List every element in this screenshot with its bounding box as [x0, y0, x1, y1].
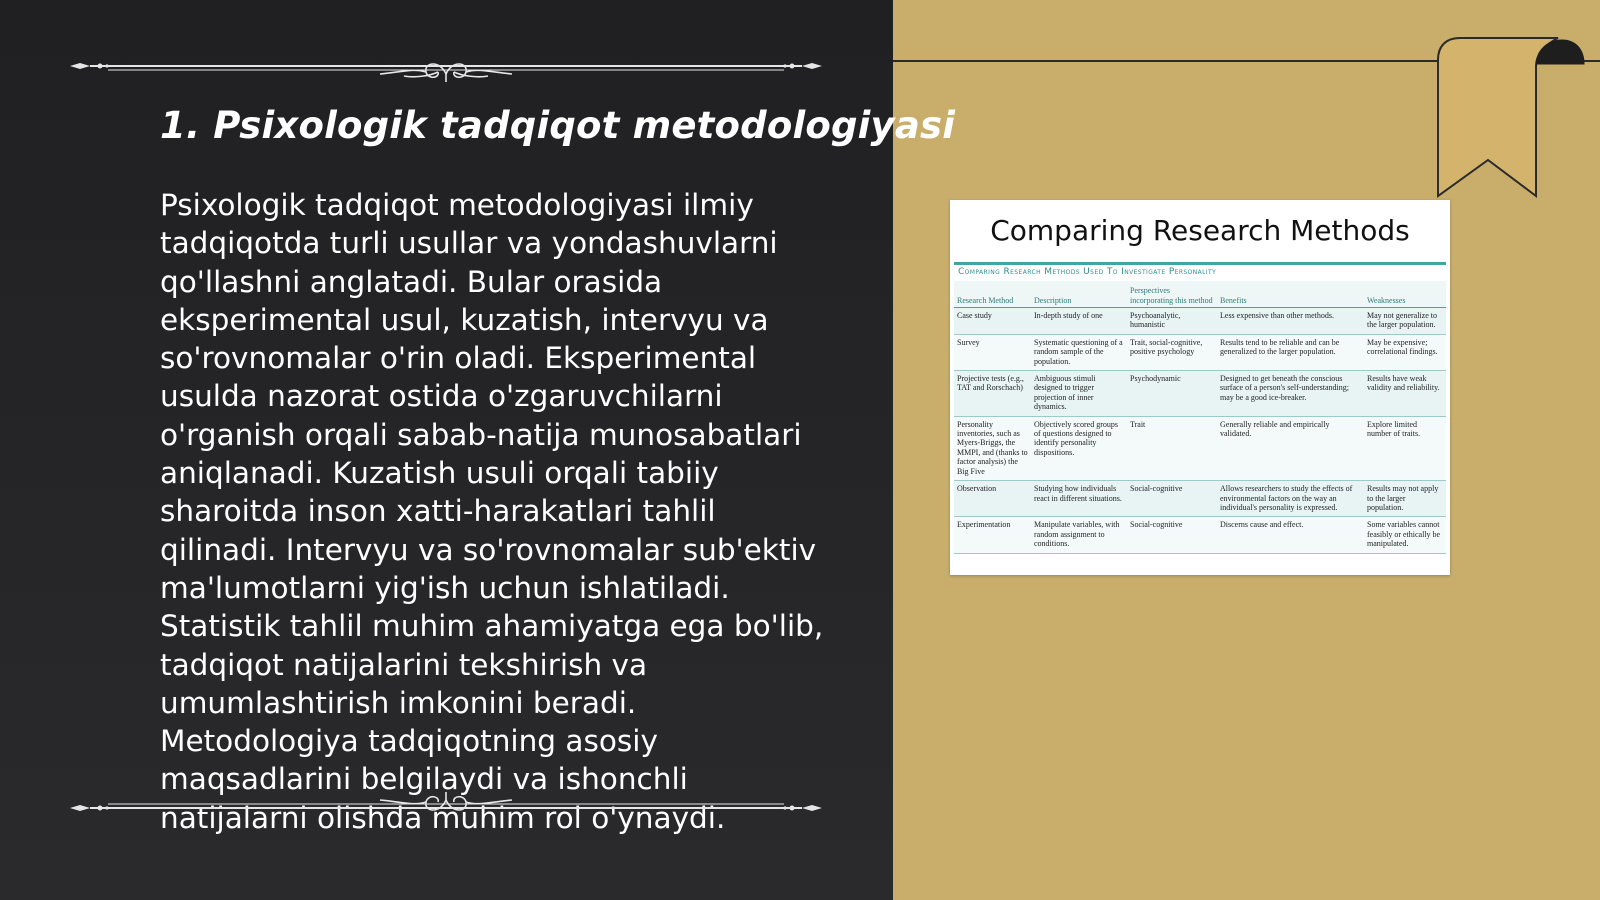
research-methods-table [954, 281, 1446, 554]
table-cell: Systematic questioning of a random sample of the population. [1031, 334, 1127, 370]
ornament-bottom [68, 792, 824, 826]
table-cell: Psychodynamic [1127, 371, 1217, 417]
table-cell: In-depth study of one [1031, 308, 1127, 335]
table-cell: Ambiguous stimuli designed to trigger projection of inner dynamics. [1031, 371, 1127, 417]
table-cell: Social-cognitive [1127, 481, 1217, 517]
table-header-row [954, 281, 1446, 308]
image-subtitle: Comparing Research Methods Used To Investigate Personality [958, 267, 1217, 277]
table-cell: Results may not apply to the larger population. [1364, 481, 1446, 517]
table-cell: Trait [1127, 416, 1217, 480]
table-cell: Objectively scored groups of questions designed to identify personality dispositions. [1031, 416, 1127, 480]
table-cell: May be expensive; correlational findings. [1364, 334, 1446, 370]
table-cell: Discerns cause and effect. [1217, 517, 1364, 553]
table-cell: Explore limited number of traits. [1364, 416, 1446, 480]
table-cell: May not generalize to the larger population. [1364, 308, 1446, 335]
research-methods-image [950, 200, 1450, 575]
table-row [954, 371, 1446, 417]
table-cell: Manipulate variables, with random assignment to conditions. [1031, 517, 1127, 553]
table-header-cell: Weaknesses [1364, 281, 1446, 308]
slide-title: 1. Psixologik tadqiqot metodologiyasi [160, 104, 956, 147]
table-cell: Results have weak validity and reliability. [1364, 371, 1446, 417]
table-cell: Observation [954, 481, 1031, 517]
table-cell: Personality inventories, such as Myers-Briggs, the MMPI, and (thanks to factor analysis) the Big Five [954, 416, 1031, 480]
table-row [954, 308, 1446, 335]
table-header-cell: Description [1031, 281, 1127, 308]
table-cell: Generally reliable and empirically validated. [1217, 416, 1364, 480]
image-title-underline [954, 262, 1446, 265]
table-cell: Social-cognitive [1127, 517, 1217, 553]
table-row [954, 517, 1446, 553]
table-row [954, 481, 1446, 517]
table-cell: Survey [954, 334, 1031, 370]
table-cell: Designed to get beneath the conscious surface of a person's self-understanding; may be a good ice-breaker. [1217, 371, 1364, 417]
table-cell: Projective tests (e.g., TAT and Rorschach) [954, 371, 1031, 417]
image-title: Comparing Research Methods [990, 214, 1410, 247]
table-row [954, 416, 1446, 480]
table-row [954, 334, 1446, 370]
table-cell: Trait, social-cognitive, positive psychology [1127, 334, 1217, 370]
slide-body-text: Psixologik tadqiqot metodologiyasi ilmiy tadqiqotda turli usullar va yondashuvlarni qo'llashni anglatadi. Bular orasida eksperimental usul, kuzatish, intervyu va so'rovnomalar o'rin oladi. Eksperimental usulda nazorat ostida o'zgaruvchilarni o'rganish orqali sabab-natija munosabatlari aniqlanadi. Kuzatish usuli orqali tabiiy sharoitda inson xatti-harakatlari tahlil qilinadi. Intervyu va so'rovnomalar sub'ektiv ma'lumotlarni yig'ish uchun ishlatiladi. Statistik tahlil muhim ahamiyatga ega bo'lib, tadqiqot natijalarini tekshirish va umumlashtirish imkonini beradi. Metodologiya tadqiqotning asosiy maqsadlarini belgilaydi va ishonchli natijalarni olishda muhim rol o'ynaydi. [160, 188, 824, 835]
table-cell: Case study [954, 308, 1031, 335]
table-header-cell: Perspectives incorporating this method [1127, 281, 1217, 308]
table-header-cell: Research Method [954, 281, 1031, 308]
table-cell: Allows researchers to study the effects of environmental factors on the way an individual's personality is expressed. [1217, 481, 1364, 517]
table-cell: Experimentation [954, 517, 1031, 553]
table-header-cell: Benefits [1217, 281, 1364, 308]
table-cell: Some variables cannot feasibly or ethically be manipulated. [1364, 517, 1446, 553]
table-cell: Studying how individuals react in different situations. [1031, 481, 1127, 517]
ornament-top [68, 48, 824, 82]
bookmark-icon [1436, 36, 1586, 202]
table-cell: Less expensive than other methods. [1217, 308, 1364, 335]
table-cell: Results tend to be reliable and can be generalized to the larger population. [1217, 334, 1364, 370]
table-cell: Psychoanalytic, humanistic [1127, 308, 1217, 335]
